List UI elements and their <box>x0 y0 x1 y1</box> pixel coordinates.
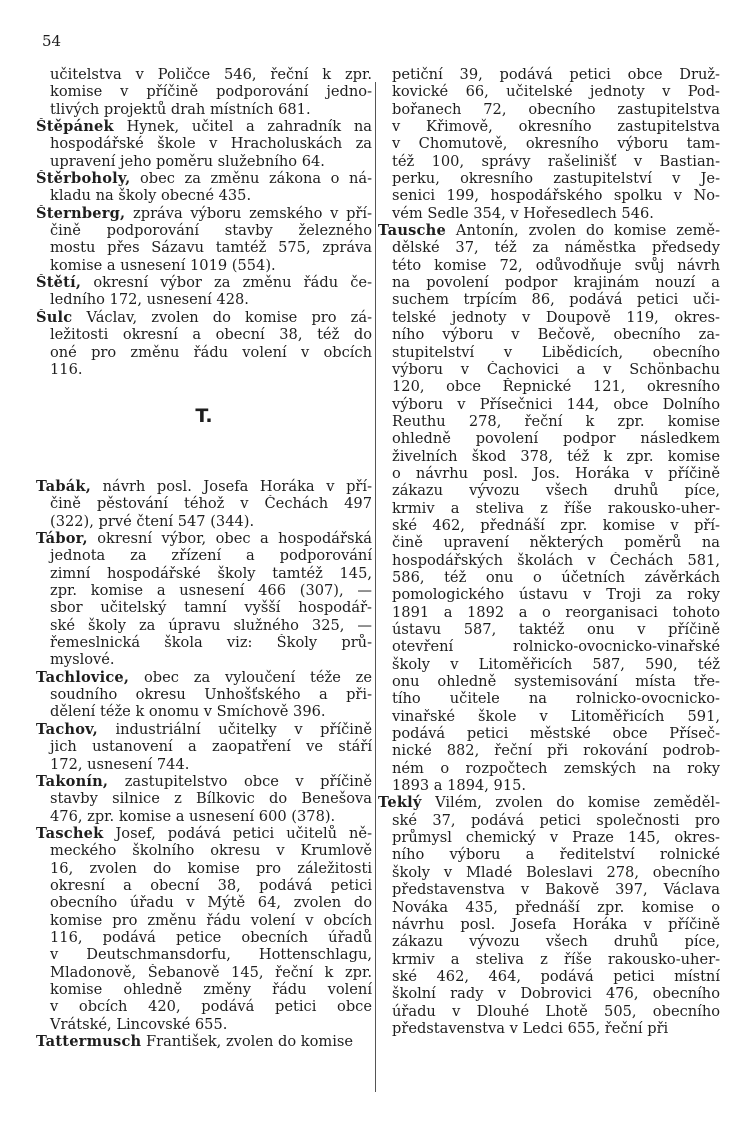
entry-line <box>378 291 720 308</box>
index-entry <box>36 66 372 118</box>
entry-text: 116, podává petice obecních úřadů <box>50 928 372 946</box>
entry-text: Nováka 435, přednáší zpr. komise o <box>392 898 720 916</box>
entry-line <box>36 170 372 187</box>
entry-text: komise ohledně změny řádu volení <box>50 980 372 998</box>
entry-line <box>378 239 720 256</box>
entry-text: František, zvolen do komise <box>145 1033 354 1050</box>
entry-text: meckého školního okresu v Krumlově <box>50 842 372 860</box>
entry-line <box>378 135 720 152</box>
entry-text: kovické 66, učitelské jednoty v Pod- <box>392 83 720 101</box>
entry-text: okresní a obecní 38, podává petici <box>50 876 372 894</box>
index-entry <box>36 309 372 378</box>
entry-text: Mladonově, Šebanově 145, řeční k zpr. <box>50 963 372 981</box>
index-entry <box>36 530 372 669</box>
entry-line <box>36 825 372 842</box>
entry-text: zákazu vývozu všech druhů píce, <box>392 482 720 500</box>
left-column-bottom <box>36 478 372 1050</box>
entry-line <box>378 812 720 829</box>
entry-line <box>378 309 720 326</box>
entry-text: bořanech 72, obecního zastupitelstva <box>392 100 720 118</box>
entry-keyword: Štětí, <box>36 274 82 292</box>
entry-keyword: Štěrboholy, <box>36 170 131 188</box>
entry-line <box>36 495 372 512</box>
entry-text: představenstva v Ledci 655, řeční při <box>392 1019 669 1037</box>
entry-line <box>36 842 372 859</box>
entry-text: dělení téže k onomu v Smíchově 396. <box>50 703 326 721</box>
entry-text: řemeslnická škola viz: Školy prů- <box>50 634 372 652</box>
entry-text: 120, obce Řepnické 121, okresního <box>392 378 720 396</box>
entry-keyword: Teklý <box>378 794 422 812</box>
entry-text: 1891 a 1892 a o reorganisaci tohoto <box>392 603 720 621</box>
entry-line <box>36 582 372 599</box>
entry-text: výboru v Přísečnici 144, obce Dolního <box>392 395 720 413</box>
entry-line <box>36 894 372 911</box>
entry-keyword: Tachov, <box>36 720 98 738</box>
entry-keyword: Tabák, <box>36 478 91 495</box>
entry-line <box>378 933 720 950</box>
entry-line <box>36 309 372 326</box>
entry-line <box>378 378 720 395</box>
entry-text: této komise 72, odůvodňuje svůj návrh <box>392 256 720 274</box>
entry-line <box>378 829 720 846</box>
entry-line <box>378 1003 720 1020</box>
entry-line <box>36 964 372 981</box>
entry-line <box>36 790 372 807</box>
entry-line <box>36 686 372 703</box>
index-entry <box>36 721 372 773</box>
entry-text: 172, usnesení 744. <box>50 755 190 773</box>
entry-text: senici 199, hospodářského spolku v No- <box>392 187 720 205</box>
entry-line <box>378 846 720 863</box>
section-heading: T. <box>195 405 213 427</box>
entry-line <box>378 864 720 881</box>
entry-text: oné pro změnu řádu volení v obcích <box>50 343 372 361</box>
entry-text: soudního okresu Unhošťského a při- <box>50 686 372 704</box>
entry-line <box>36 222 372 239</box>
index-entry <box>36 478 372 530</box>
entry-text: mostu přes Sázavu tamtéž 575, zpráva <box>50 239 372 257</box>
entry-text: živelních škod 378, též k zpr. komise <box>392 447 720 465</box>
entry-keyword: Šulc <box>36 308 73 326</box>
entry-text: návrh posl. Josefa Horáka v pří- <box>102 478 372 495</box>
index-entry <box>36 825 372 1033</box>
entry-text: myslové. <box>50 651 115 669</box>
entry-text: jich ustanovení a zaopatření ve stáří <box>50 738 372 756</box>
entry-text: krmiv a steliva z říše rakousko-uher- <box>392 499 720 517</box>
entry-text: okresní výbor za změnu řádu če- <box>93 274 372 292</box>
entry-text: ské 462, přednáší zpr. komise v pří- <box>392 516 720 534</box>
entry-text: komise pro změnu řádu volení v obcích <box>50 911 372 929</box>
entry-text: tlivých projektů drah místních 681. <box>50 100 311 118</box>
entry-text: představenstva v Bakově 397, Václava <box>392 881 720 899</box>
entry-line <box>378 916 720 933</box>
entry-text: obecního úřadu v Mýtě 64, zvolen do <box>50 894 372 912</box>
entry-text: jednota za zřízení a podporování <box>50 547 372 565</box>
entry-line <box>378 153 720 170</box>
entry-line <box>378 673 720 690</box>
entry-line <box>378 1020 720 1037</box>
entry-text: tího učitele na rolnicko-ovocnicko- <box>392 690 720 708</box>
entry-text: hospodářské škole v Hracholuskách za <box>50 135 372 153</box>
entry-text: ního výboru v Bečově, obecního za- <box>392 326 720 344</box>
entry-text: zimní hospodářské školy tamtéž 145, <box>50 564 372 582</box>
entry-keyword: Tausche <box>378 222 446 240</box>
entry-text: Vilém, zvolen do komise zeměděl- <box>435 794 720 812</box>
index-entry <box>36 773 372 825</box>
entry-text: 1893 a 1894, 915. <box>392 777 527 795</box>
index-entry <box>36 118 372 170</box>
entry-text: okresní výbor, obec a hospodářská <box>97 530 372 548</box>
entry-line <box>36 756 372 773</box>
entry-line <box>378 170 720 187</box>
entry-line <box>378 83 720 100</box>
entry-text: upravení jeho poměru služebního 64. <box>50 152 325 170</box>
entry-line <box>378 968 720 985</box>
entry-keyword: Šternberg, <box>36 204 126 222</box>
entry-line <box>378 430 720 447</box>
entry-line <box>36 929 372 946</box>
entry-text: ústavu 587, taktéž onu v příčině <box>392 621 720 638</box>
entry-text: petiční 39, podává petici obce Druž- <box>392 66 720 83</box>
entry-line <box>36 669 372 686</box>
entry-line <box>378 413 720 430</box>
entry-line <box>378 552 720 569</box>
entry-text: ležitosti okresní a obecní 38, též do <box>50 326 372 344</box>
entry-text: v Křimově, okresního zastupitelstva <box>392 118 720 136</box>
entry-line <box>378 899 720 916</box>
entry-text: podává petici městské obce Přísеč- <box>392 725 720 743</box>
entry-line <box>378 101 720 118</box>
entry-keyword: Štěpánek <box>36 118 114 136</box>
entry-line <box>36 513 372 530</box>
entry-text: zpráva výboru zemského v pří- <box>133 204 372 222</box>
left-column-top <box>36 66 372 378</box>
entry-line <box>378 500 720 517</box>
entry-text: čině pěstování téhož v Čechách 497 <box>50 495 372 513</box>
entry-line <box>36 118 372 135</box>
entry-text: školy v Mladé Boleslavi 278, obecního <box>392 863 720 881</box>
entry-text: vinařské škole v Litoměřicích 591, <box>392 707 720 725</box>
entry-line <box>378 326 720 343</box>
entry-line <box>36 565 372 582</box>
entry-text: (322), prvé čtení 547 (344). <box>50 512 255 530</box>
entry-line <box>36 738 372 755</box>
entry-line <box>36 721 372 738</box>
entry-text: sbor učitelský tamní vyšší hospodář- <box>50 599 372 617</box>
entry-text: kladu na školy obecné 435. <box>50 187 252 205</box>
entry-text: výboru v Čachovici a v Schönbachu <box>392 360 720 378</box>
entry-text: perku, okresního zastupitelství v Je- <box>392 170 720 188</box>
entry-text: 586, též onu o účetních závěrkách <box>392 568 720 586</box>
index-entry <box>378 222 720 794</box>
entry-line <box>378 951 720 968</box>
entry-text: zpr. komise a usnesení 466 (307), — <box>50 582 372 600</box>
entry-line <box>36 344 372 361</box>
entry-text: čině podporování stavby železného <box>50 222 372 240</box>
entry-text: školy v Litoměřicích 587, 590, též <box>392 655 720 673</box>
entry-text: Josef, podává petici učitelů ně- <box>115 824 372 842</box>
entry-line <box>378 638 720 655</box>
entry-text: průmysl chemický v Praze 145, okres- <box>392 829 720 847</box>
entry-text: ního výboru a ředitelství rolnické <box>392 846 720 864</box>
entry-line <box>378 534 720 551</box>
entry-text: pomologického ústavu v Troji za roky <box>392 586 720 604</box>
entry-text: na povolení podpor krajinám nouzí a <box>392 274 720 292</box>
column-divider <box>375 82 376 1092</box>
entry-text: čině upravení některých poměrů na <box>392 534 720 552</box>
entry-line <box>36 773 372 790</box>
entry-line <box>378 794 720 811</box>
entry-line <box>36 634 372 651</box>
entry-line <box>378 482 720 499</box>
entry-line <box>36 135 372 152</box>
entry-line <box>378 448 720 465</box>
entry-text: učitelstva v Poličce 546, řeční k zpr. <box>50 66 372 83</box>
entry-text: 476, zpr. komise a usnesení 600 (378). <box>50 807 336 825</box>
entry-line <box>36 361 372 378</box>
entry-text: Václav, zvolen do komise pro zá- <box>86 308 372 326</box>
entry-line <box>36 860 372 877</box>
entry-text: ské školy za úpravu služného 325, — <box>50 616 372 634</box>
entry-line <box>378 465 720 482</box>
entry-text: stavby silnice z Bílkovic do Benešova <box>50 790 372 808</box>
entry-text: Reuthu 278, řeční k zpr. komise <box>392 412 720 430</box>
entry-line <box>378 690 720 707</box>
entry-text: dělské 37, též za náměstka předsedy <box>392 239 720 257</box>
entry-text: hospodářských školách v Čechách 581, <box>392 551 720 569</box>
entry-line <box>36 981 372 998</box>
entry-line <box>378 187 720 204</box>
index-entry <box>36 669 372 721</box>
index-entry <box>378 794 720 1037</box>
entry-line <box>378 344 720 361</box>
entry-line <box>36 187 372 204</box>
entry-keyword: Takonín, <box>36 772 109 790</box>
entry-text: ledního 172, usnesení 428. <box>50 291 249 309</box>
page-number: 54 <box>42 32 62 50</box>
entry-line <box>36 808 372 825</box>
index-entry <box>36 205 372 274</box>
entry-keyword: Taschek <box>36 824 104 842</box>
entry-text: industriální učitelky v příčině <box>115 720 372 738</box>
entry-text: zákazu vývozu všech druhů píce, <box>392 933 720 951</box>
entry-text: telské jednoty v Doupově 119, okres- <box>392 308 720 326</box>
entry-text: ské 462, 464, podává petici místní <box>392 967 720 985</box>
entry-text: obec za změnu zákona o ná- <box>140 170 372 188</box>
entry-line <box>36 599 372 616</box>
entry-line <box>378 517 720 534</box>
entry-line <box>36 478 372 495</box>
entry-text: návrhu posl. Josefa Horáka v příčině <box>392 915 720 933</box>
entry-line <box>36 1016 372 1033</box>
entry-text: 16, zvolen do komise pro záležitosti <box>50 859 372 877</box>
entry-text: v Deutschmansdorfu, Hottenschlagu, <box>50 946 372 964</box>
entry-line <box>36 617 372 634</box>
entry-text: komise a usnesení 1019 (554). <box>50 256 276 274</box>
entry-keyword: Tattermusch <box>36 1033 142 1050</box>
entry-line <box>378 760 720 777</box>
entry-text: krmiv a steliva z říše rakousko-uher- <box>392 950 720 968</box>
entry-text: komise v příčině podporování jedno- <box>50 83 372 101</box>
entry-line <box>36 703 372 720</box>
entry-line <box>36 274 372 291</box>
entry-line <box>378 604 720 621</box>
entry-line <box>378 569 720 586</box>
entry-line <box>36 946 372 963</box>
entry-line <box>378 361 720 378</box>
entry-keyword: Tábor, <box>36 530 88 548</box>
entry-line <box>36 651 372 668</box>
entry-line <box>378 66 720 83</box>
entry-line <box>378 205 720 222</box>
entry-line <box>36 877 372 894</box>
entry-line <box>36 66 372 83</box>
entry-text: obec za vyloučení téže ze <box>144 668 372 686</box>
entry-text: ské 37, podává petici společnosti pro <box>392 811 720 829</box>
entry-text: Antonín, zvolen do komise země- <box>455 222 720 240</box>
index-entry <box>36 1033 372 1050</box>
index-entry <box>36 170 372 205</box>
entry-text: školní rady v Dobrovici 476, obecního <box>392 985 720 1003</box>
entry-line <box>36 239 372 256</box>
entry-line <box>36 547 372 564</box>
entry-text: onu ohledně systemisování místa tře- <box>392 673 720 691</box>
entry-line <box>378 881 720 898</box>
entry-line <box>378 586 720 603</box>
entry-line <box>378 257 720 274</box>
entry-line <box>36 83 372 100</box>
entry-line <box>36 153 372 170</box>
entry-line <box>36 912 372 929</box>
entry-text: ném o rozpočtech zemských na roky <box>392 759 720 777</box>
entry-text: suchem trpícím 86, podává petici uči- <box>392 291 720 309</box>
entry-text: otevření rolnicko-ovocnicko-vinařské <box>392 638 720 656</box>
entry-line <box>36 101 372 118</box>
entry-line <box>36 257 372 274</box>
entry-line <box>378 396 720 413</box>
entry-line <box>378 222 720 239</box>
entry-text: v obcích 420, podává petici obce <box>50 998 372 1016</box>
entry-line <box>36 205 372 222</box>
entry-text: též 100, správy rašelinišť v Bastian- <box>392 152 720 170</box>
index-entry <box>36 274 372 309</box>
entry-line <box>378 985 720 1002</box>
entry-line <box>378 725 720 742</box>
entry-text: úřadu v Dlouhé Lhotě 505, obecního <box>392 1002 720 1020</box>
index-entry <box>378 66 720 222</box>
entry-line <box>36 1033 372 1050</box>
entry-line <box>36 291 372 308</box>
right-column <box>378 66 720 1037</box>
entry-text: vém Sedle 354, v Hořesedlech 546. <box>392 204 654 222</box>
entry-line <box>378 621 720 638</box>
entry-text: o návrhu posl. Jos. Horáka v příčině <box>392 464 720 482</box>
entry-text: Vrátské, Lincovské 655. <box>50 1015 228 1033</box>
entry-text: zastupitelstvo obce v příčině <box>124 772 372 790</box>
entry-keyword: Tachlovice, <box>36 668 130 686</box>
entry-line <box>36 998 372 1015</box>
entry-line <box>378 656 720 673</box>
entry-text: stupitelství v Libědicích, obecního <box>392 343 720 361</box>
entry-text: v Chomutově, okresního výboru tam- <box>392 135 720 153</box>
entry-line <box>36 530 372 547</box>
entry-line <box>378 742 720 759</box>
entry-line <box>36 326 372 343</box>
entry-line <box>378 274 720 291</box>
entry-line <box>378 118 720 135</box>
entry-line <box>378 777 720 794</box>
entry-text: 116. <box>50 360 83 378</box>
entry-text: Hynek, učitel a zahradník na <box>126 118 372 136</box>
entry-line <box>378 708 720 725</box>
entry-text: nické 882, řeční při rokování podrob- <box>392 742 720 760</box>
entry-text: ohledně povolení podpor následkem <box>392 430 720 448</box>
